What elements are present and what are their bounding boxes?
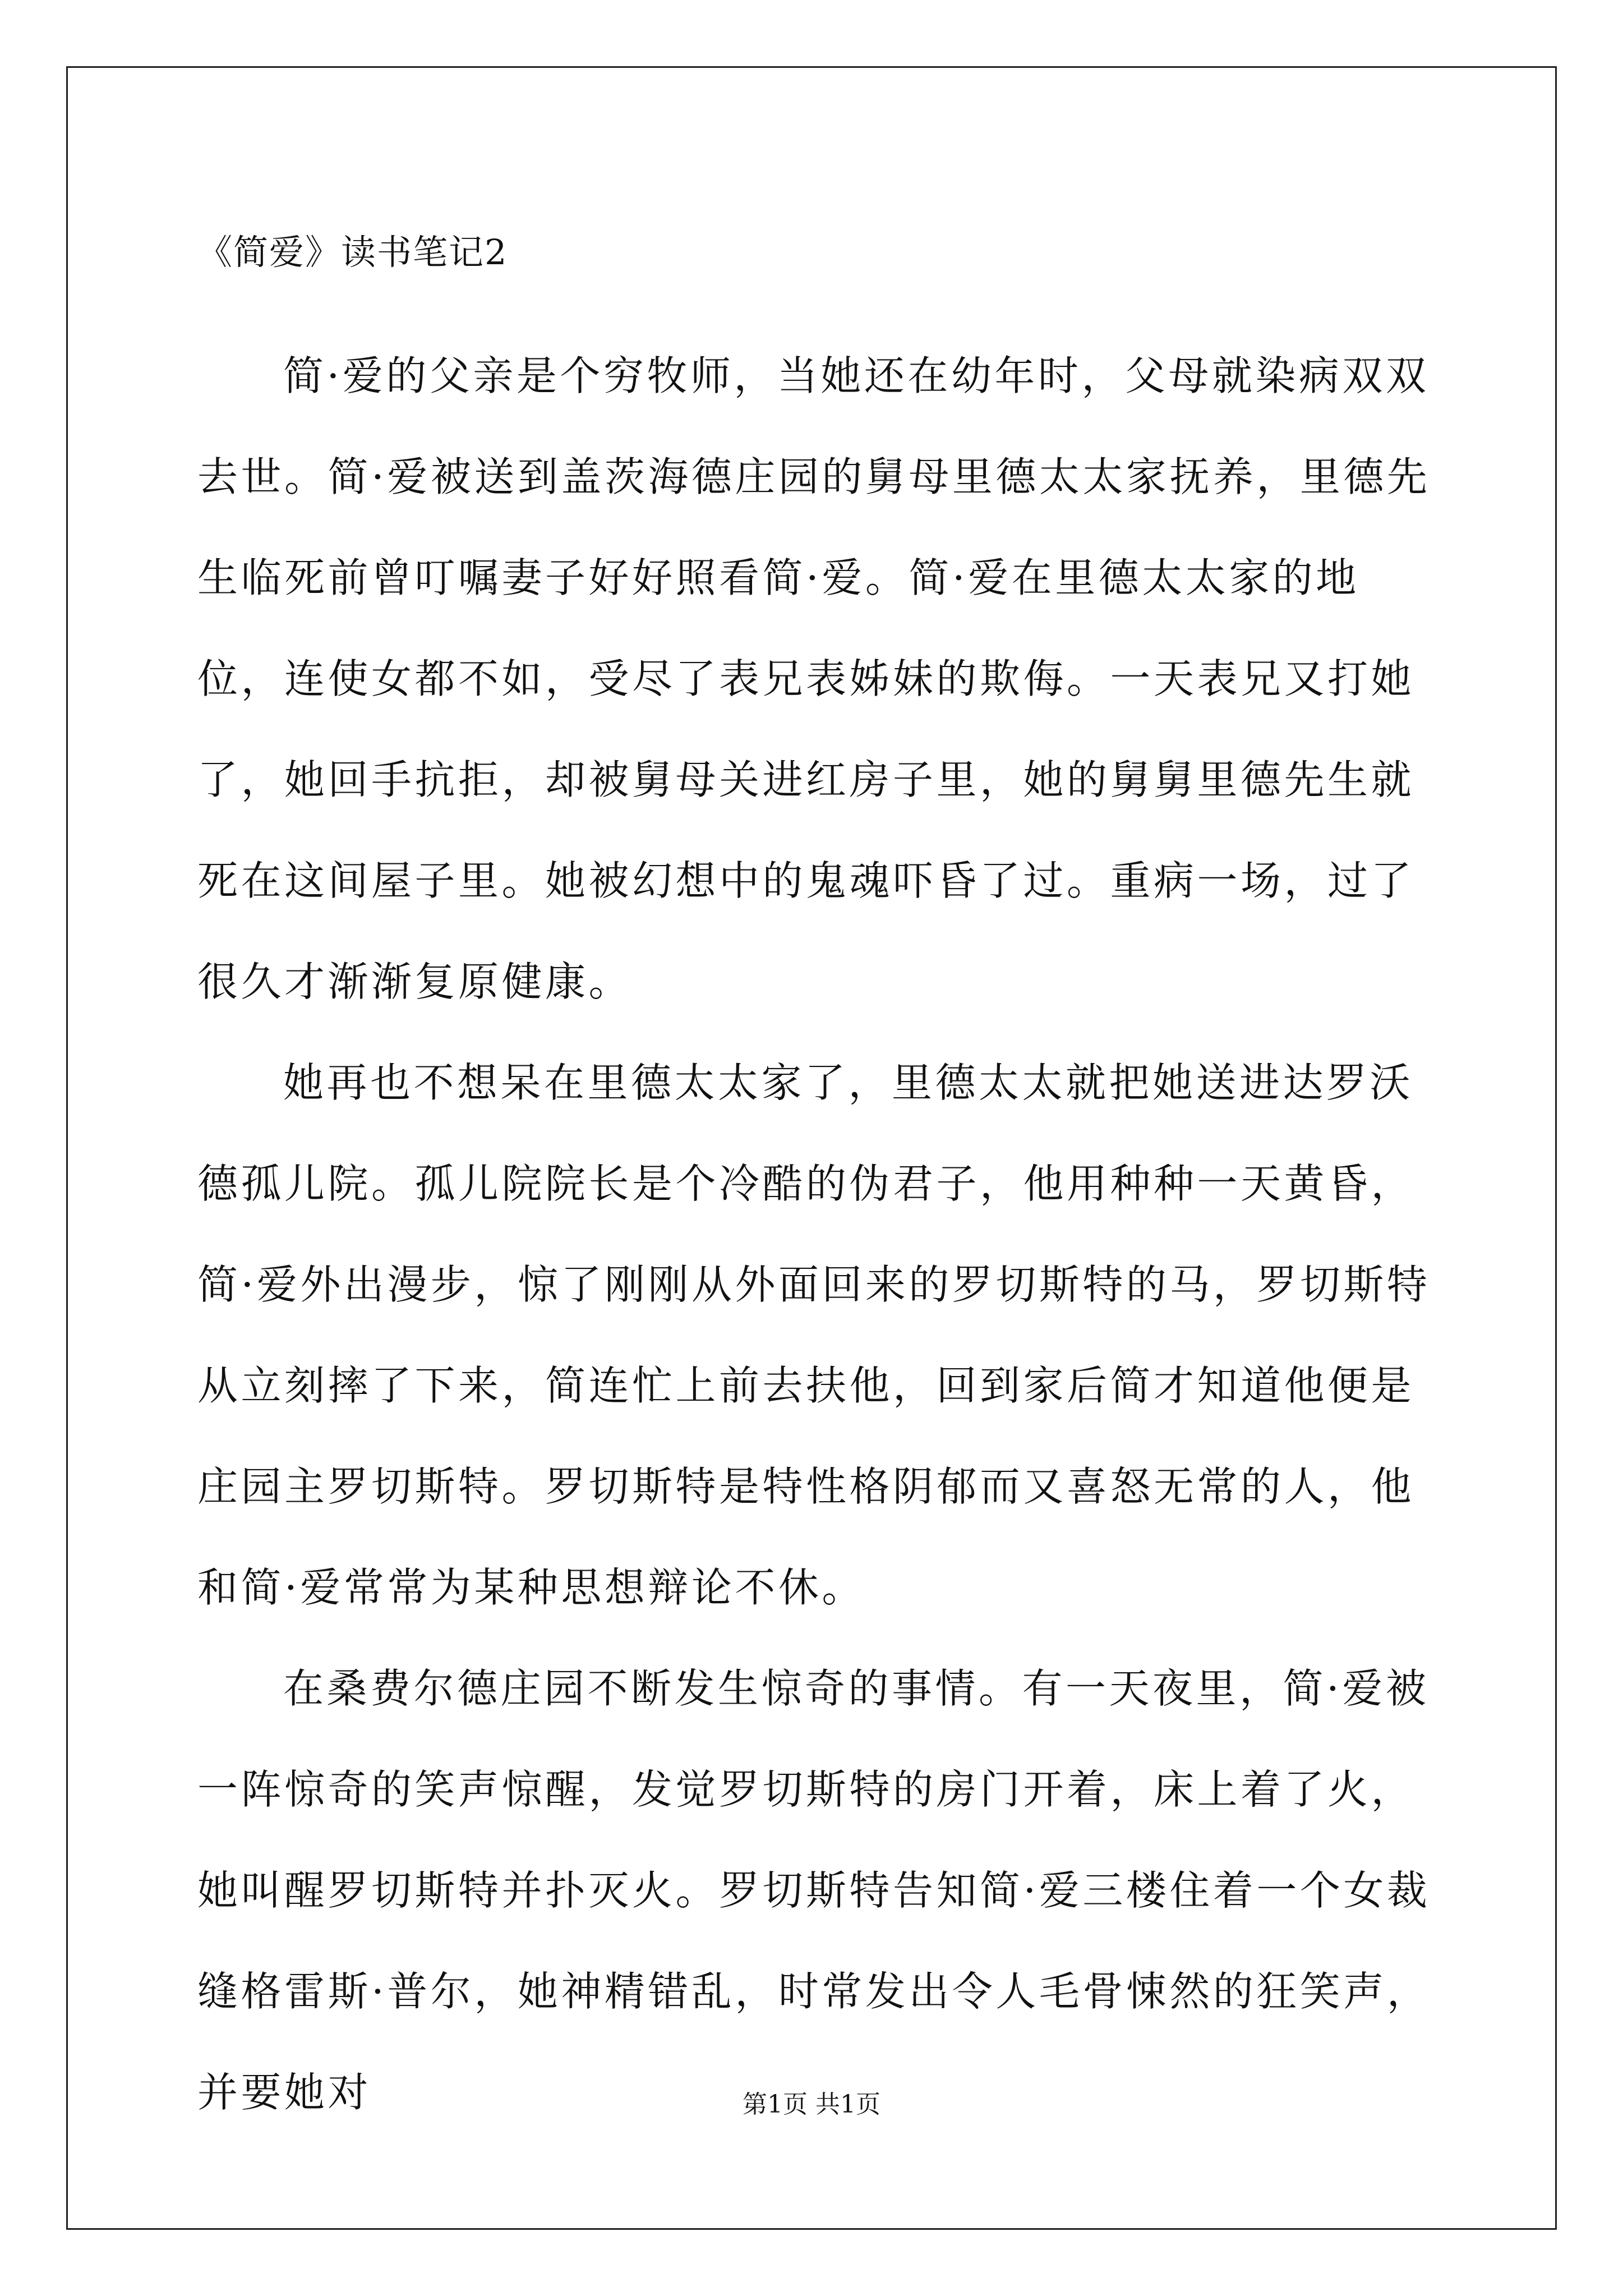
paragraph-1: 简·爱的父亲是个穷牧师，当她还在幼年时，父母就染病双双去世。简·爱被送到盖茨海德庄园的舅母里德太太家抚养，里德先生临死前曾叮嘱妻子好好照看简·爱。简·爱在里德太太家的地位，连使女都不如，受尽了表兄表姊妹的欺侮。一天表兄又打她了，她回手抗拒，却被舅母关进红房子里，她的舅舅里德先生就死在这间屋子里。她被幻想中的鬼魂吓昏了过。重病一场，过了很久才渐渐复原健康。	[197, 352, 1431, 1005]
document-title: 《简爱》读书笔记2	[197, 232, 508, 273]
paragraph-3: 在桑费尔德庄园不断发生惊奇的事情。有一天夜里，简·爱被一阵惊奇的笑声惊醒，发觉罗切斯特的房门开着，床上着了火，她叫醒罗切斯特并扑灭火。罗切斯特告知简·爱三楼住着一个女裁缝格雷斯·普尔，她神精错乱，时常发出令人毛骨悚然的狂笑声，并要她对	[197, 1665, 1431, 2116]
page-footer: 第1页 共1页	[743, 2090, 880, 2119]
document-body	[197, 325, 1431, 2143]
paragraph-2: 她再也不想呆在里德太太家了，里德太太就把她送进达罗沃德孤儿院。孤儿院院长是个冷酷的伪君子，他用种种一天黄昏，简·爱外出漫步，惊了刚刚从外面回来的罗切斯特的马，罗切斯特从立刻摔了下来，简连忙上前去扶他，回到家后简才知道他便是庄园主罗切斯特。罗切斯特是特性格阴郁而又喜怒无常的人，他和简·爱常常为某种思想辩论不休。	[197, 1059, 1431, 1611]
